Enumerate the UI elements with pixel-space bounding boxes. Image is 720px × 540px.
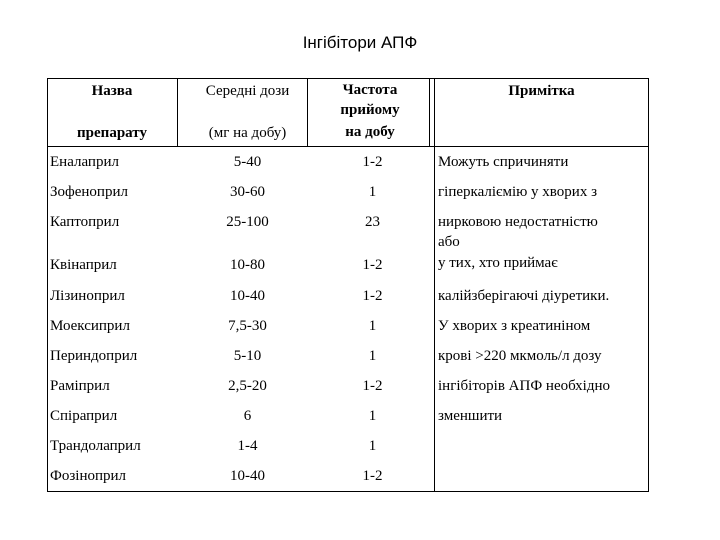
- drug-dose: 1-4: [237, 438, 258, 454]
- header-divider: [48, 146, 648, 147]
- drug-note: гіперкаліємію у хворих з: [438, 184, 597, 200]
- drug-dose: 10-80: [230, 257, 265, 273]
- drug-note: інгібіторів АПФ необхідно: [438, 378, 611, 394]
- header-name-line1: Назва: [91, 83, 133, 99]
- drug-note: калійзберігаючі діуретики.: [438, 288, 610, 304]
- drug-dose: 5-40: [233, 154, 262, 170]
- drug-note-extra: або: [438, 234, 460, 250]
- drug-name: Квінаприл: [50, 257, 117, 273]
- drug-note: У хворих з креатиніном: [438, 318, 591, 334]
- drug-frequency: 1-2: [362, 154, 383, 170]
- header-frequency-line3: на добу: [345, 124, 395, 140]
- drug-frequency: 1: [368, 348, 377, 364]
- drug-frequency: 1: [368, 184, 377, 200]
- header-frequency-line2: прийому: [340, 102, 400, 118]
- header-name-line2: препарату: [77, 125, 147, 141]
- drug-frequency: 1-2: [362, 468, 383, 484]
- drug-frequency: 1-2: [362, 288, 383, 304]
- header-dose-line2: (мг на добу): [208, 125, 287, 141]
- header-note: Примітка: [508, 83, 575, 99]
- drug-name: Лізиноприл: [50, 288, 125, 304]
- drug-note: Можуть спричиняти: [438, 154, 569, 170]
- drug-name: Моексиприл: [50, 318, 130, 334]
- drug-note: нирковою недостатністю: [438, 214, 598, 230]
- drug-dose: 10-40: [230, 288, 265, 304]
- drug-frequency: 1: [368, 438, 377, 454]
- drug-name: Раміприл: [50, 378, 110, 394]
- drug-frequency: 1: [368, 408, 377, 424]
- drug-dose: 2,5-20: [228, 378, 267, 394]
- header-dose-line1: Середні дози: [205, 83, 290, 99]
- drug-dose: 10-40: [230, 468, 265, 484]
- drug-name: Фозіноприл: [50, 468, 127, 484]
- drug-frequency: 23: [365, 214, 380, 230]
- drug-name: Зофеноприл: [50, 184, 128, 200]
- header-frequency-line1: Частота: [342, 82, 398, 98]
- drug-frequency: 1: [368, 318, 377, 334]
- drug-frequency: 1-2: [362, 378, 383, 394]
- drug-dose: 25-100: [226, 214, 269, 230]
- column-divider: [434, 79, 435, 491]
- column-divider: [177, 79, 178, 146]
- drug-note: у тих, хто приймає: [438, 255, 558, 271]
- drug-dose: 7,5-30: [228, 318, 267, 334]
- drug-frequency: 1-2: [362, 257, 383, 273]
- drug-name: Спіраприл: [50, 408, 118, 424]
- drug-name: Еналаприл: [50, 154, 119, 170]
- page-title: Інгібітори АПФ: [302, 33, 418, 52]
- drug-note: зменшити: [438, 408, 503, 424]
- drug-dose: 5-10: [233, 348, 262, 364]
- drug-note: крові >220 мкмоль/л дозу: [438, 348, 602, 364]
- drug-dose: 6: [243, 408, 252, 424]
- drug-name: Трандолаприл: [50, 438, 141, 454]
- drug-name: Каптоприл: [50, 214, 120, 230]
- drug-dose: 30-60: [230, 184, 265, 200]
- drug-name: Периндоприл: [50, 348, 138, 364]
